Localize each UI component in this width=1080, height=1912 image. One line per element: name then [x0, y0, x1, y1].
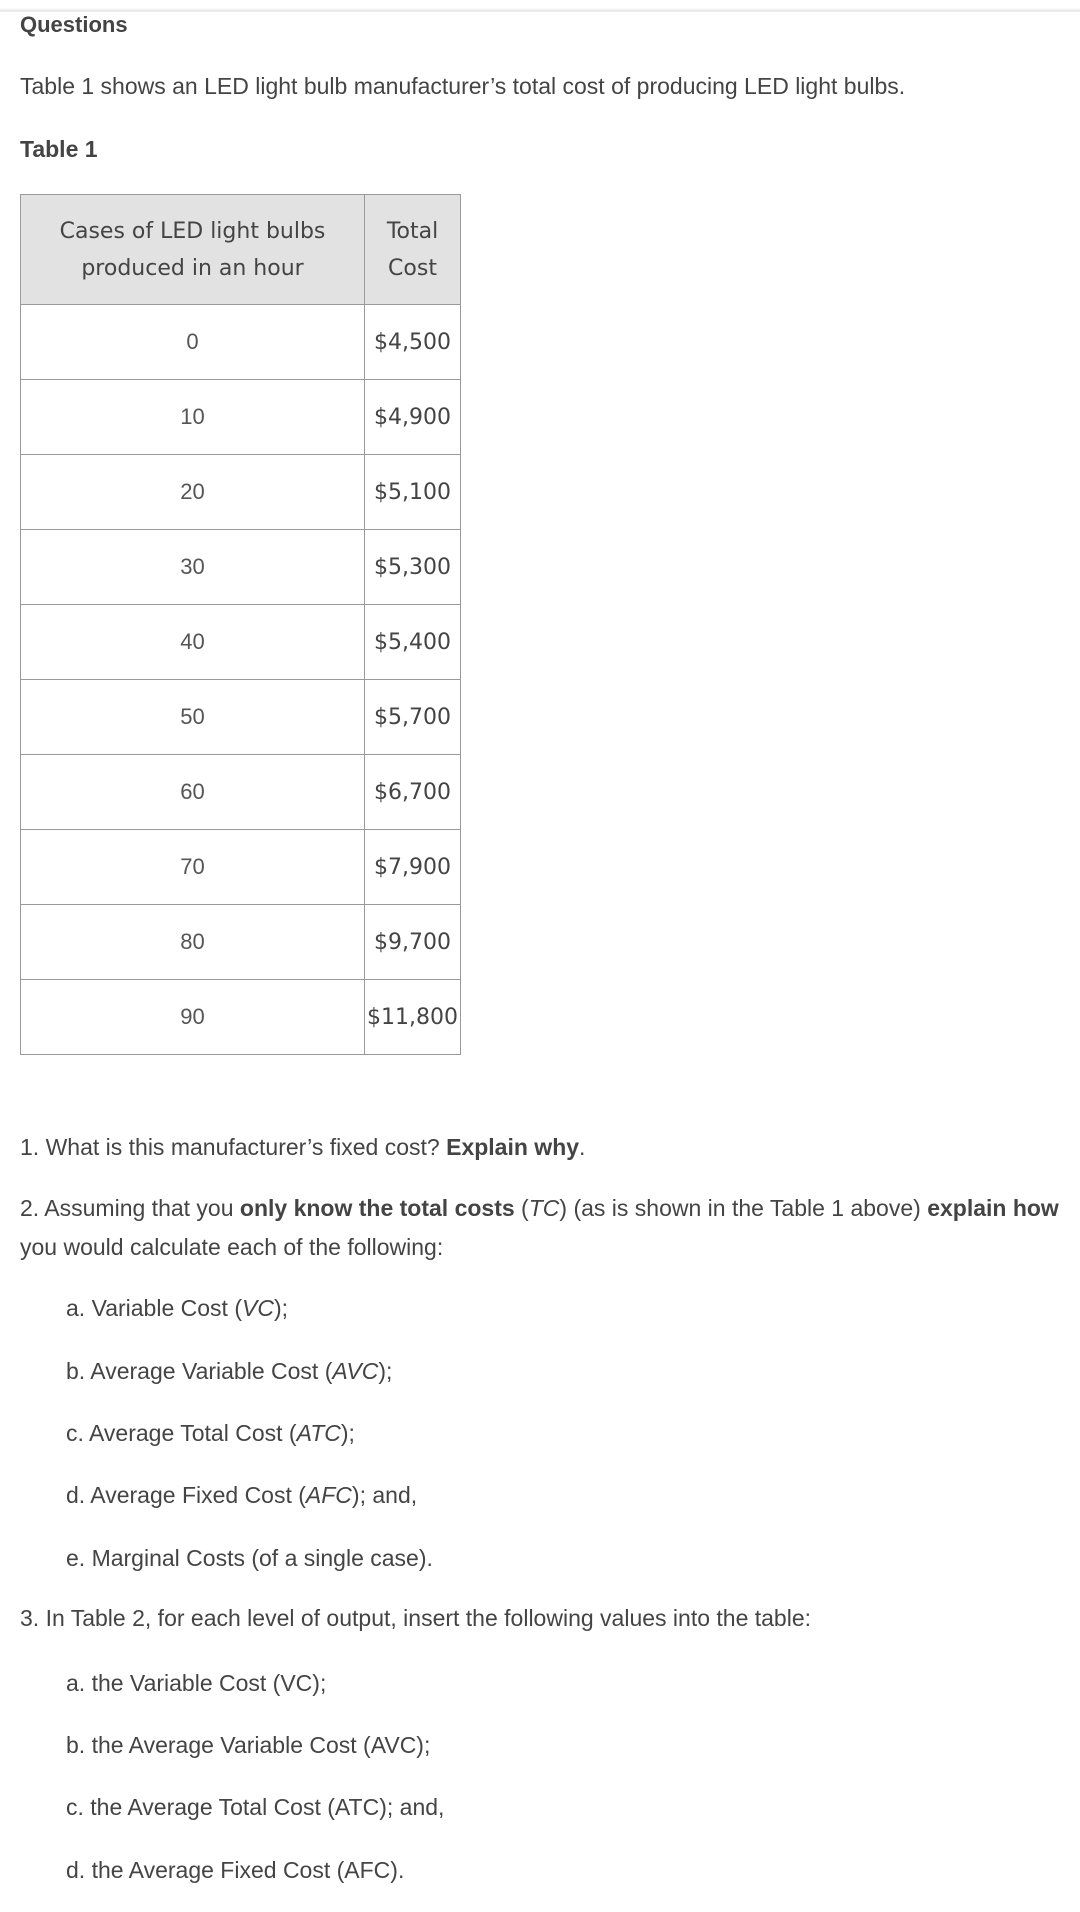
q3-item-d: d. the Average Fixed Cost (AFC).: [66, 1857, 405, 1883]
q2-item-a: [66, 1295, 288, 1322]
cases-cell: 0: [21, 305, 365, 380]
table-row: [21, 605, 461, 680]
table-row: [21, 530, 461, 605]
cases-cell: 10: [21, 380, 365, 455]
header-total-line2: Cost: [388, 255, 437, 281]
total-cost-table: [20, 194, 461, 1055]
table-row: [21, 980, 461, 1055]
header-cases-line1: Cases of LED light bulbs: [59, 218, 326, 244]
q2-text-3: ) (as is shown in the Table 1 above): [559, 1195, 928, 1221]
q2-item-d: [66, 1482, 417, 1509]
total-cost-cell: $4,900: [365, 380, 461, 455]
q2-text-1: 2. Assuming that you: [20, 1195, 240, 1221]
total-cost-cell: $5,100: [365, 455, 461, 530]
cases-cell: 20: [21, 455, 365, 530]
total-cost-cell: $11,800: [365, 980, 461, 1055]
table-row: [21, 455, 461, 530]
item-text-end: );: [378, 1358, 393, 1384]
q3-item-a: a. the Variable Cost (VC);: [66, 1670, 327, 1696]
q2-item-e: e. Marginal Costs (of a single case).: [66, 1545, 433, 1571]
q2-item-b: [66, 1358, 392, 1385]
table-row: [21, 755, 461, 830]
cases-cell: 70: [21, 830, 365, 905]
q3-item-b: b. the Average Variable Cost (AVC);: [66, 1732, 431, 1758]
item-text: d. Average Fixed Cost (: [66, 1482, 306, 1508]
cases-cell: 80: [21, 905, 365, 980]
q3-item-c: c. the Average Total Cost (ATC); and,: [66, 1794, 445, 1820]
item-abbr: AFC: [305, 1482, 352, 1508]
total-cost-cell: $5,700: [365, 680, 461, 755]
question-2: [20, 1189, 1078, 1267]
header-cases-line2: produced in an hour: [81, 255, 304, 281]
q1-text: 1. What is this manufacturer’s fixed cost?: [20, 1134, 447, 1160]
item-text: c. Average Total Cost (: [66, 1420, 297, 1446]
item-abbr: AVC: [332, 1358, 379, 1384]
table-row: [21, 830, 461, 905]
q1-end: .: [579, 1134, 586, 1160]
question-1: [20, 1128, 1078, 1167]
cases-cell: 90: [21, 980, 365, 1055]
table-caption: Table 1: [20, 136, 98, 162]
table-row: [21, 905, 461, 980]
cases-cell: 50: [21, 680, 365, 755]
cases-cell: 40: [21, 605, 365, 680]
header-total-cost: [365, 195, 461, 305]
cases-cell: 30: [21, 530, 365, 605]
top-bar-shadow: [0, 0, 1080, 12]
intro-paragraph: Table 1 shows an LED light bulb manufacturer’s total cost of producing LED light bulbs.: [20, 73, 906, 99]
table-header-row: [21, 195, 461, 305]
item-abbr: VC: [241, 1295, 274, 1321]
q1-bold: Explain why: [446, 1134, 580, 1160]
cases-cell: 60: [21, 755, 365, 830]
total-cost-cell: $5,300: [365, 530, 461, 605]
item-text-end: );: [273, 1295, 288, 1321]
header-total-line1: Total: [386, 218, 439, 244]
q2-bold-2: explain how: [927, 1195, 1059, 1221]
total-cost-cell: $9,700: [365, 905, 461, 980]
q2-text-4: you would calculate each of the following:: [20, 1234, 444, 1260]
q2-italic-tc: TC: [528, 1195, 560, 1221]
q2-item-c: [66, 1420, 355, 1447]
page-title: Questions: [20, 12, 128, 37]
item-text-end: ); and,: [351, 1482, 418, 1508]
total-cost-cell: $6,700: [365, 755, 461, 830]
q2-bold-1: only know the total costs: [239, 1195, 515, 1221]
total-cost-cell: $7,900: [365, 830, 461, 905]
total-cost-cell: $5,400: [365, 605, 461, 680]
item-text-end: );: [340, 1420, 355, 1446]
table-row: [21, 380, 461, 455]
table-row: [21, 680, 461, 755]
question-3: 3. In Table 2, for each level of output, insert the following values into the table:: [20, 1605, 812, 1631]
item-abbr: ATC: [296, 1420, 341, 1446]
total-cost-cell: $4,500: [365, 305, 461, 380]
item-text: b. Average Variable Cost (: [66, 1358, 333, 1384]
table-row: [21, 305, 461, 380]
q2-text-2: (: [514, 1195, 529, 1221]
item-text: a. Variable Cost (: [66, 1295, 242, 1321]
header-cases: [21, 195, 365, 305]
